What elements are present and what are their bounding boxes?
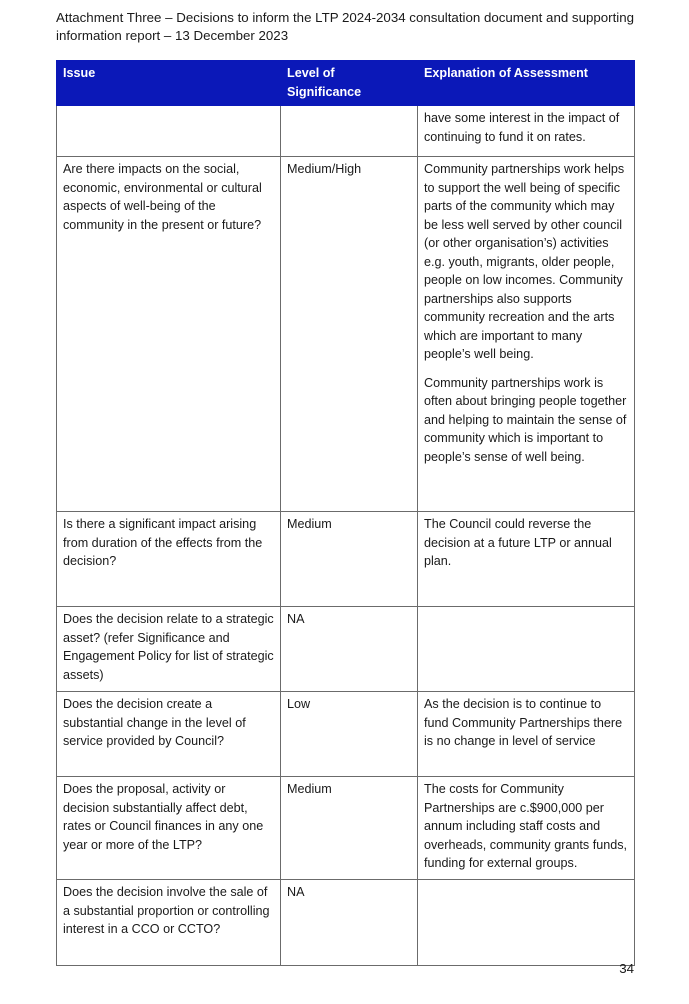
level-cell: Medium/High [281,157,418,512]
level-cell: Medium [281,777,418,880]
level-cell [281,106,418,157]
table-row [57,106,635,157]
table-row [57,157,635,512]
issue-cell: Does the decision involve the sale of a substantial proportion or controlling interest in a CCO or CCTO? [57,880,281,966]
header-line-2: information report – 13 December 2023 [56,27,289,43]
issue-cell: Does the proposal, activity or decision substantially affect debt, rates or Council finances in any one year or more of the LTP? [57,777,281,880]
explanation-cell [418,157,635,512]
column-header-level: Level of Significance [281,61,418,106]
issue-cell [57,106,281,157]
level-cell: Medium [281,512,418,607]
explanation-cell [418,880,635,966]
explanation-cell [418,777,635,880]
level-cell: Low [281,692,418,777]
table-row [57,880,635,966]
explanation-cell [418,692,635,777]
issue-cell: Does the decision relate to a strategic asset? (refer Significance and Engagement Policy for list of strategic assets) [57,607,281,692]
page-number: 34 [619,961,634,976]
table-row [57,692,635,777]
significance-assessment-table [56,60,635,966]
table-row [57,512,635,607]
table-row [57,777,635,880]
header-line-1: Attachment Three – Decisions to inform the LTP 2024-2034 consultation document and supporting [56,10,635,25]
explanation-paragraph: Community partnerships work helps to support the well being of specific parts of the community which may be less well served by other council (or other organisation’s) activities e.g. youth, migrants, older people, people on low incomes. Community partnerships also supports community recreation and the arts which are important to many people’s well being. [424,162,625,361]
level-cell: NA [281,880,418,966]
explanation-paragraph: As the decision is to continue to fund Community Partnerships there is no change in level of service [424,697,623,748]
level-cell: NA [281,607,418,692]
explanation-paragraph: have some interest in the impact of continuing to fund it on rates. [424,111,620,144]
issue-cell: Does the decision create a substantial change in the level of service provided by Council? [57,692,281,777]
explanation-cell [418,512,635,607]
table-row [57,607,635,692]
column-header-issue: Issue [57,61,281,106]
issue-cell: Are there impacts on the social, economic, environmental or cultural aspects of well-being of the community in the present or future? [57,157,281,512]
document-header [56,9,636,44]
table-header-row [57,61,635,106]
column-header-explanation: Explanation of Assessment [418,61,635,106]
issue-cell: Is there a significant impact arising from duration of the effects from the decision? [57,512,281,607]
explanation-paragraph: The costs for Community Partnerships are c.$900,000 per annum including staff costs and overheads, community grants funds, funding for external groups. [424,782,628,870]
explanation-cell [418,607,635,692]
explanation-cell [418,106,635,157]
explanation-paragraph: Community partnerships work is often about bringing people together and helping to maintain the sense of community which is important to people’s sense of well being. [424,375,627,464]
explanation-paragraph: The Council could reverse the decision at a future LTP or annual plan. [424,517,612,568]
